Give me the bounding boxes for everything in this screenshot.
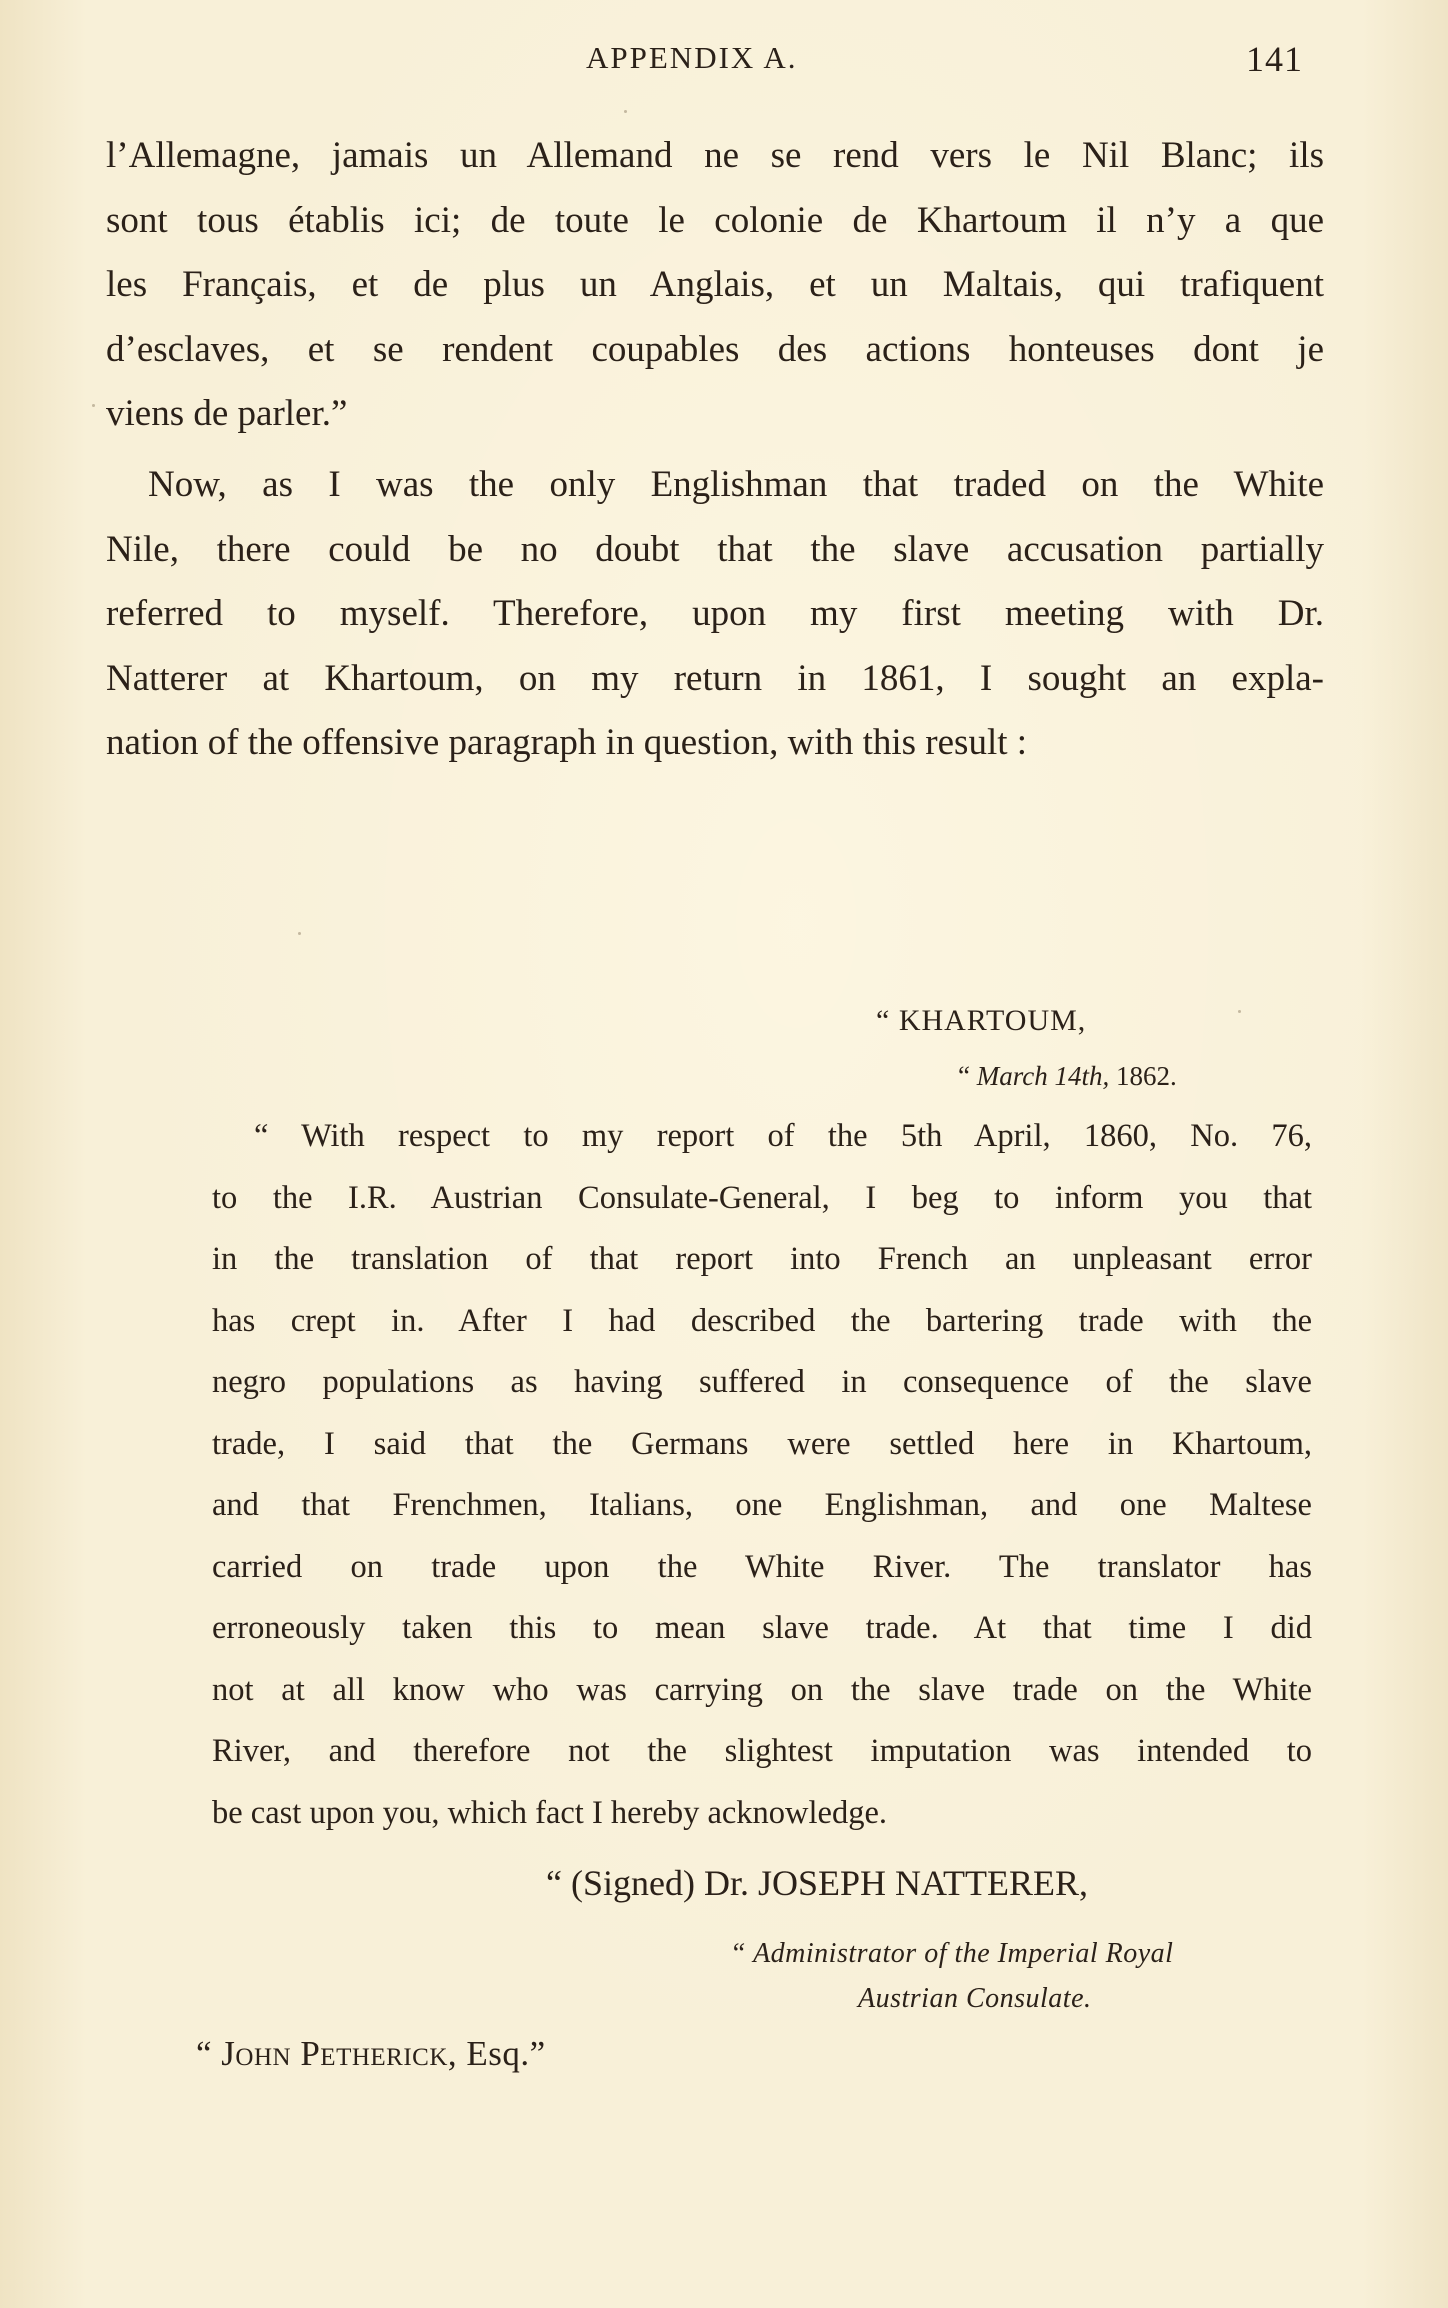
text-line: viens de parler.” <box>106 393 348 434</box>
letter-line: to the I.R. Austrian Consulate-General, I beg to inform you that <box>212 1179 1312 1216</box>
letter-line: not at all know who was carrying on the slave trade on the White <box>212 1671 1312 1708</box>
addressee-first-name: ohn <box>235 2034 292 2073</box>
paragraph-french-quote <box>106 124 1324 447</box>
signature-line: “ (Signed) Dr. JOSEPH NATTERER, <box>546 1863 1088 1903</box>
running-title: APPENDIX A. <box>586 40 798 75</box>
date-quote: “ <box>958 1061 970 1091</box>
letter-line: “ With respect to my report of the 5th April, 1860, No. 76, <box>254 1118 1312 1154</box>
letter-line: trade, I said that the Germans were settled here in Khartoum, <box>212 1425 1312 1462</box>
addressee <box>196 2034 546 2074</box>
addressee-suffix: , Esq.” <box>447 2034 546 2073</box>
letter-line: River, and therefore not the slightest imputation was intended to <box>212 1733 1312 1769</box>
signatory-title-line1: “ Administrator of the Imperial Royal <box>730 1938 1174 1969</box>
letter-line: carried on trade upon the White River. The translator has <box>212 1548 1312 1585</box>
letter-line: be cast upon you, which fact I hereby acknowledge. <box>212 1794 888 1831</box>
letter-place: “ KHARTOUM, <box>876 1004 1087 1037</box>
letter-line: and that Frenchmen, Italians, one Englishman, and one Maltese <box>212 1487 1312 1523</box>
running-head <box>0 40 1448 80</box>
date-day: March 14th, <box>976 1061 1110 1091</box>
paper-speck <box>624 110 627 113</box>
addressee-surname: etherick <box>320 2034 448 2073</box>
letter-line: in the translation of that report into French an unpleasant error <box>212 1241 1312 1277</box>
addressee-quote-initial: “ J <box>196 2034 236 2073</box>
text-line: Nile, there could be no doubt that the slave accusation partially <box>106 528 1324 570</box>
text-line: d’esclaves, et se rendent coupables des actions honteuses dont je <box>106 328 1324 370</box>
signatory-title-line2: Austrian Consulate. <box>858 1983 1092 2014</box>
letter-line: erroneously taken this to mean slave trade. At that time I did <box>212 1610 1312 1646</box>
page-number: 141 <box>1246 39 1303 79</box>
addressee-surname-initial: P <box>291 2034 321 2073</box>
text-line: nation of the offensive paragraph in question, with this result : <box>106 722 1028 763</box>
letter-body <box>212 1106 1312 1844</box>
text-line: Natterer at Khartoum, on my return in 1861, I sought an expla- <box>106 657 1324 699</box>
text-line: les Français, et de plus un Anglais, et un Maltais, qui trafiquent <box>106 264 1324 305</box>
letter-date <box>958 1061 1177 1092</box>
paper-speck <box>1238 1010 1241 1013</box>
date-year: 1862. <box>1115 1061 1177 1091</box>
paper-speck <box>92 404 95 407</box>
text-line: Now, as I was the only Englishman that traded on the White <box>148 464 1324 505</box>
text-line: sont tous établis ici; de toute le colonie de Khartoum il n’y a que <box>106 199 1324 241</box>
paragraph-explanation <box>106 453 1324 776</box>
letter-line: has crept in. After I had described the bartering trade with the <box>212 1302 1312 1339</box>
text-line: referred to myself. Therefore, upon my first meeting with Dr. <box>106 593 1324 634</box>
paper-speck <box>298 932 301 935</box>
letter-line: negro populations as having suffered in consequence of the slave <box>212 1364 1312 1400</box>
text-line: l’Allemagne, jamais un Allemand ne se rend vers le Nil Blanc; ils <box>106 135 1324 176</box>
